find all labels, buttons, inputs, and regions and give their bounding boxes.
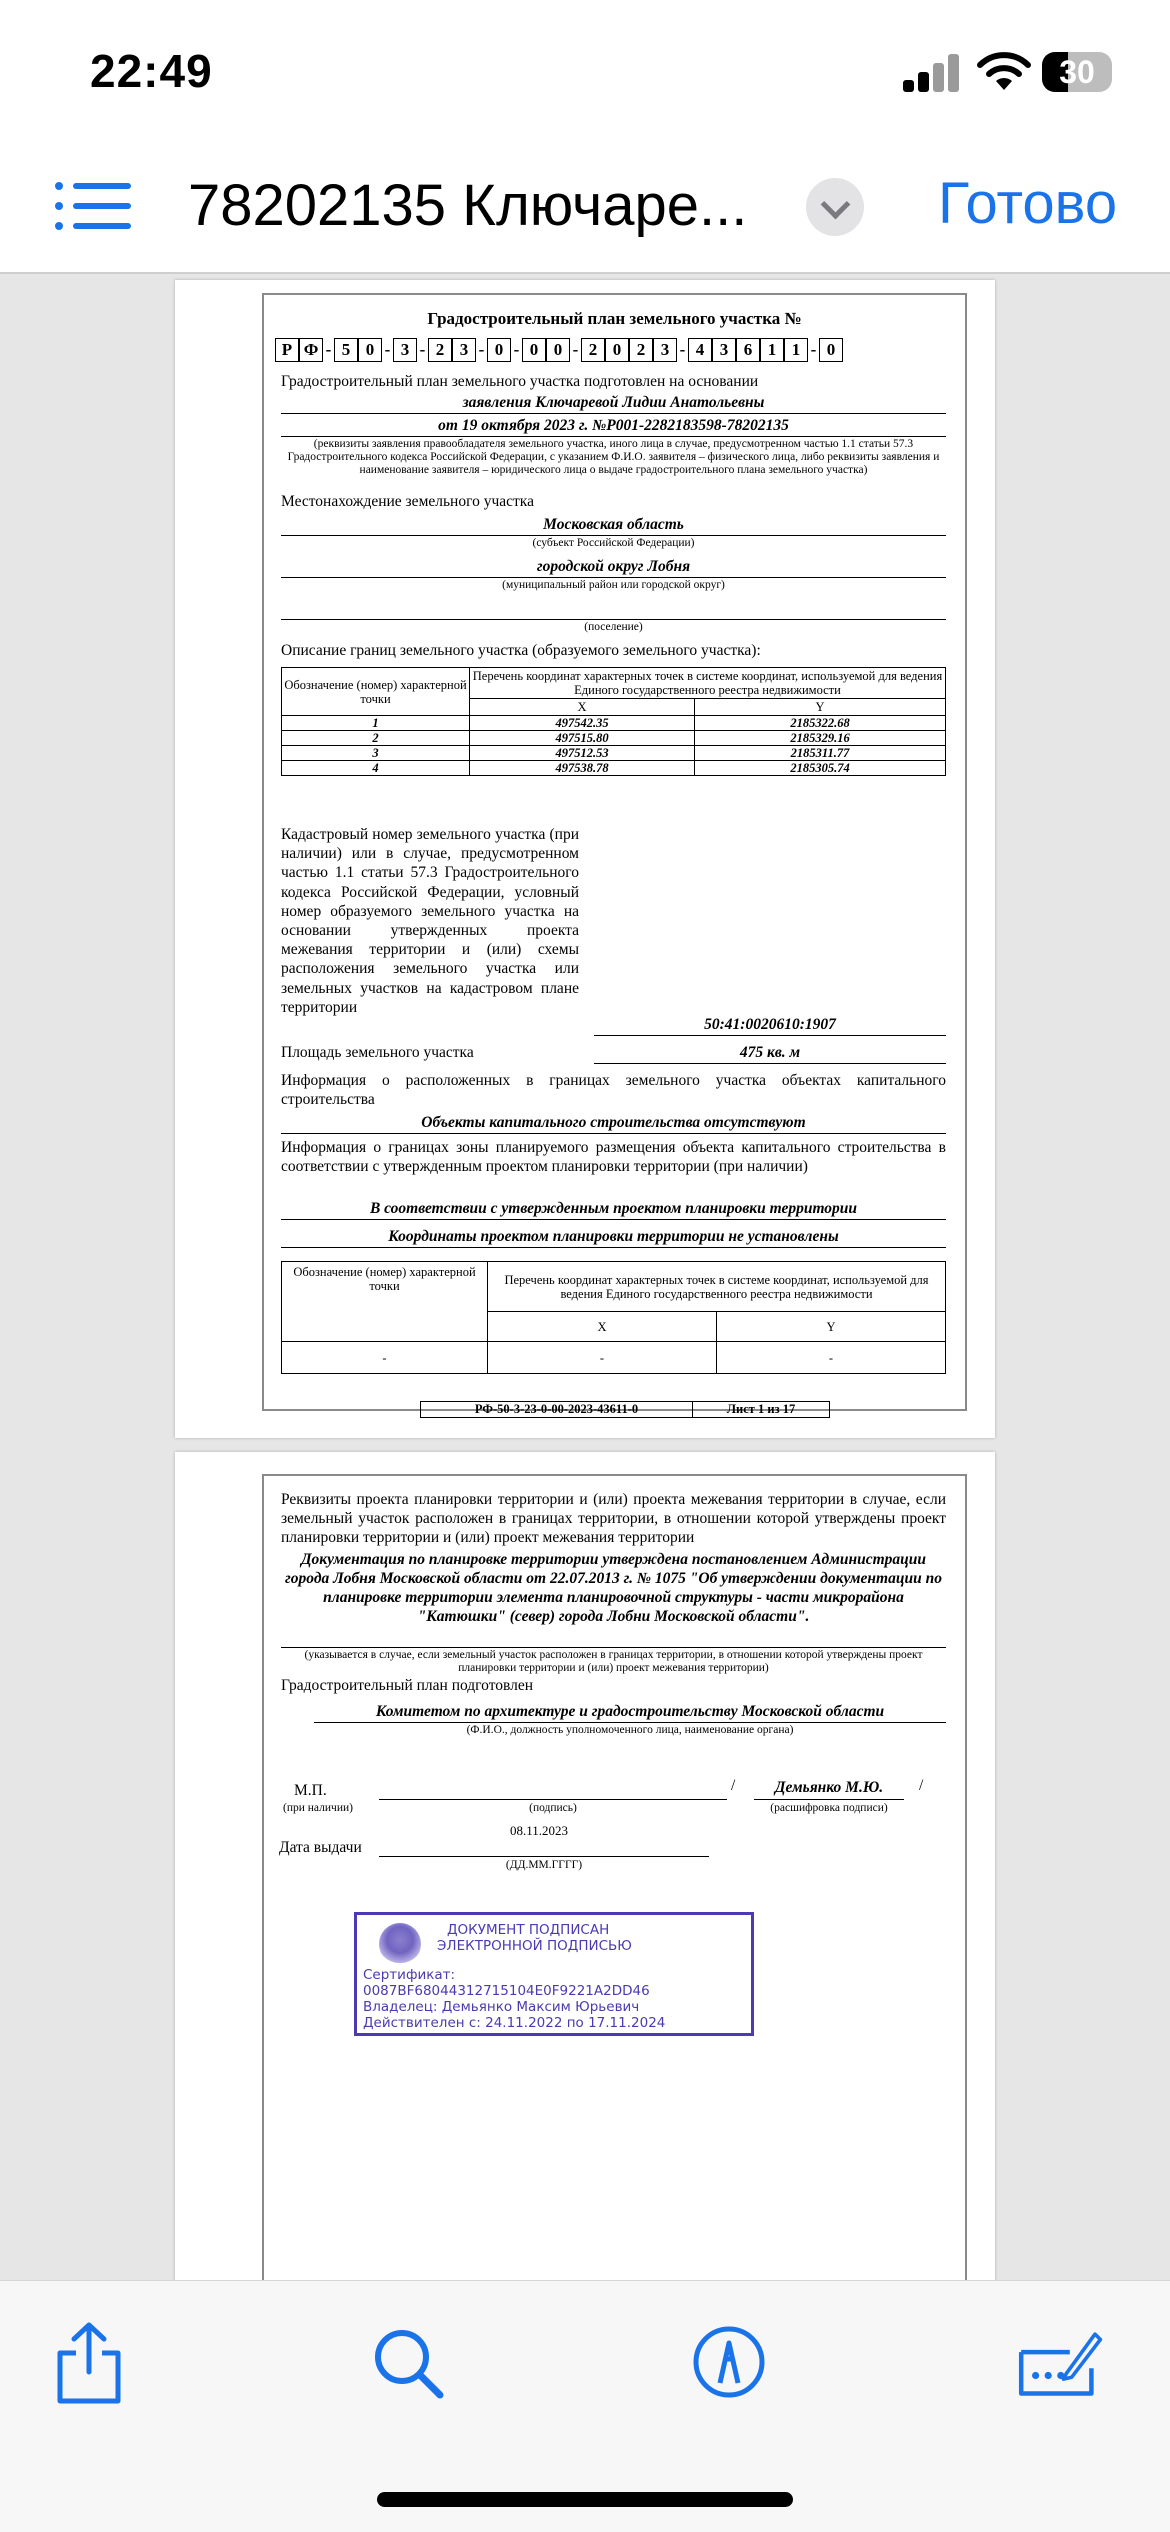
- table-cell: 1: [282, 716, 470, 731]
- area-label: Площадь земельного участка: [281, 1044, 474, 1061]
- number-separator: -: [419, 340, 426, 359]
- number-digit: 0: [605, 338, 629, 362]
- district-note: (муниципальный район или городской округ): [502, 579, 725, 591]
- underline: [379, 1856, 709, 1857]
- objects-label: Информация о расположенных в границах земельного участка объектах капитального строительства: [281, 1072, 946, 1108]
- stamp-cert-label: Сертификат:: [363, 1967, 456, 1983]
- cadastral-label: Кадастровый номер земельного участка (при наличии) или в случае, предусмотренном частью 1.1 статьи 57.3 Градостроительного кодекса Российской Федерации, условный номер образуемого земельного участка на основании утвержденных проекта межевания территории и (или) схемы расположения земельного участка или земельных участков на кадастровом плане территории: [281, 826, 579, 1016]
- region-note: (субъект Российской Федерации): [532, 537, 695, 549]
- document-page-1: [175, 280, 995, 1438]
- number-digit: 0: [522, 338, 546, 362]
- number-separator: -: [572, 340, 579, 359]
- number-digit: 2: [428, 338, 452, 362]
- plan-number: [275, 337, 843, 363]
- slash: /: [919, 1777, 924, 1794]
- planning-doc-value: Документация по планировке территории утверждена постановлением Администрации города Лобня Московской области от 22.07.2013 г. № 1075 "Об утверждении документации по планировке территории элемента планировочной структуры - части микрорайона "Катюшки" (север) города Лобни Московской области".: [285, 1551, 942, 1625]
- region-value: Московская область: [543, 516, 684, 533]
- number-digit: 0: [819, 338, 843, 362]
- table-row: [282, 716, 946, 731]
- issue-date-note: (ДД.ММ.ГГГГ): [505, 1859, 583, 1871]
- signature-line: [379, 1799, 727, 1800]
- objects-value: Объекты капитального строительства отсутствуют: [421, 1114, 806, 1131]
- number-digit: 3: [653, 338, 677, 362]
- footer-sheet: Лист 1 из 17: [726, 1402, 796, 1416]
- footer-plan-number: РФ-50-3-23-0-00-2023-43611-0: [421, 1402, 693, 1417]
- table-row: [282, 746, 946, 761]
- signer-name: Демьянко М.Ю.: [774, 1779, 884, 1796]
- application-date: от 19 октября 2023 г. №Р001-2282183598-78202135: [438, 417, 789, 434]
- page-frame: [262, 1474, 967, 2304]
- table-cell: -: [488, 1342, 717, 1374]
- number-digit: 3: [452, 338, 476, 362]
- district-value: городской округ Лобня: [536, 558, 691, 575]
- table-cell: 2185305.74: [695, 761, 946, 776]
- table-header: X: [470, 699, 695, 716]
- underline: [281, 436, 946, 437]
- committee-note: (Ф.И.О., должность уполномоченного лица, наименование органа): [466, 1724, 794, 1736]
- number-separator: -: [513, 340, 520, 359]
- planning-doc-note: (указывается в случае, если земельный участок расположен в границах территории, в отношении которой утверждены проект планировки территории и (или) проект межевания территории): [304, 1649, 923, 1674]
- underline: [754, 1799, 904, 1800]
- e-signature-stamp: [354, 1912, 754, 2036]
- area-value: 475 кв. м: [739, 1044, 801, 1061]
- bounds-table: [281, 667, 946, 776]
- search-icon[interactable]: [364, 2317, 454, 2407]
- number-digit: 4: [688, 338, 712, 362]
- coat-of-arms-icon: [379, 1923, 421, 1965]
- prepared-label: Градостроительный план подготовлен: [281, 1677, 534, 1694]
- table-header: Y: [716, 1312, 945, 1342]
- wifi-icon: [975, 50, 1033, 94]
- signer-note: (расшифровка подписи): [770, 1802, 888, 1814]
- table-cell: 497542.35: [470, 716, 695, 731]
- committee-value: Комитетом по архитектуре и градостроительству Московской области: [375, 1703, 885, 1720]
- table-row: [282, 731, 946, 746]
- stamp-validity: Действителен с: 24.11.2022 по 17.11.2024: [363, 2015, 666, 2031]
- number-separator: -: [384, 340, 391, 359]
- table-cell: 2185311.77: [695, 746, 946, 761]
- seal-note: (при наличии): [283, 1802, 353, 1814]
- number-digit: Р: [275, 338, 299, 362]
- page-frame: [262, 293, 967, 1411]
- stamp-title: ДОКУМЕНТ ПОДПИСАН: [447, 1922, 610, 1938]
- stamp-owner: Владелец: Демьянко Максим Юрьевич: [363, 1999, 640, 2015]
- sign-icon[interactable]: [1014, 2317, 1104, 2407]
- number-separator: -: [478, 340, 485, 359]
- location-label: Местонахождение земельного участка: [281, 493, 534, 510]
- underline: [281, 577, 946, 578]
- number-separator: -: [679, 340, 686, 359]
- number-separator: -: [810, 340, 817, 359]
- battery-level: 30: [1059, 53, 1095, 90]
- stamp-subtitle: ЭЛЕКТРОННОЙ ПОДПИСЬЮ: [437, 1938, 632, 1954]
- basis-note: (реквизиты заявления правообладателя земельного участка, иного лица в случае, предусмотренном частью 1.1 статьи 57.3 Градостроительного кодекса Российской Федерации, с указанием Ф.И.О. заявителя – физического лица, либо реквизиты заявления и наименование заявителя – юридического лица о выдаче градостроительного плана земельного участка): [287, 438, 940, 476]
- bounds-label: Описание границ земельного участка (образуемого земельного участка):: [281, 642, 761, 659]
- status-bar: [0, 0, 1170, 140]
- nav-bar: [0, 140, 1170, 274]
- table-header: Обозначение (номер) характерной точки: [282, 668, 470, 716]
- coords-value: Координаты проектом планировки территории не установлены: [388, 1228, 839, 1245]
- number-digit: 6: [736, 338, 760, 362]
- zone-label: Информация о границах зоны планируемого размещения объекта капитального строительства в соответствии с утвержденным проектом планировки территории (при наличии): [281, 1139, 946, 1175]
- done-button[interactable]: Готово: [938, 171, 1118, 236]
- table-cell: 497538.78: [470, 761, 695, 776]
- underline: [281, 619, 946, 620]
- zone-table: [281, 1261, 946, 1374]
- number-digit: 0: [358, 338, 382, 362]
- table-cell: 4: [282, 761, 470, 776]
- share-icon[interactable]: [44, 2317, 134, 2407]
- underline: [281, 1647, 946, 1648]
- underline: [281, 535, 946, 536]
- page-footer: [420, 1401, 830, 1418]
- cadastral-number: 50:41:0020610:1907: [704, 1016, 836, 1033]
- table-header: Y: [695, 699, 946, 716]
- zone-value: В соответствии с утвержденным проектом планировки территории: [369, 1200, 858, 1217]
- applicant-value: заявления Ключаревой Лидии Анатольевны: [462, 394, 765, 411]
- status-time: 22:49: [90, 45, 213, 97]
- table-cell: 2185329.16: [695, 731, 946, 746]
- number-digit: 2: [629, 338, 653, 362]
- number-digit: 1: [760, 338, 784, 362]
- number-digit: 0: [546, 338, 570, 362]
- issue-date-label: Дата выдачи: [279, 1839, 362, 1856]
- underline: [281, 1133, 946, 1134]
- requisites-label: Реквизиты проекта планировки территории и (или) проекта межевания территории в случае, если земельный участок расположен в границах территории, в отношении которой утверждены проект планировки территории и (или) проект межевания территории: [281, 1491, 946, 1546]
- number-digit: 1: [784, 338, 808, 362]
- table-header: Перечень координат характерных точек в системе координат, используемой для ведения Единого государственного реестра недвижимости: [470, 668, 946, 699]
- table-row: [282, 761, 946, 776]
- list-icon[interactable]: [55, 178, 131, 234]
- table-cell: 497512.53: [470, 746, 695, 761]
- home-indicator: [377, 2492, 793, 2507]
- cellular-signal-icon: [903, 54, 959, 92]
- underline: [314, 1722, 946, 1723]
- underline: [281, 413, 946, 414]
- table-cell: 2: [282, 731, 470, 746]
- stamp-cert: 0087BF68044312715104E0F9221A2DD46: [363, 1983, 650, 1999]
- table-header: X: [488, 1312, 717, 1342]
- table-cell: 2185322.68: [695, 716, 946, 731]
- number-digit: 5: [334, 338, 358, 362]
- number-digit: 0: [487, 338, 511, 362]
- table-header: Перечень координат характерных точек в системе координат, используемой для ведения Единого государственного реестра недвижимости: [488, 1262, 946, 1312]
- settlement-note: (поселение): [584, 621, 643, 633]
- number-separator: -: [325, 340, 332, 359]
- document-page-2: [175, 1452, 995, 2282]
- chevron-down-icon[interactable]: [806, 178, 864, 236]
- seal-label: М.П.: [294, 1782, 327, 1799]
- slash: /: [731, 1777, 736, 1794]
- basis-text: Градостроительный план земельного участка подготовлен на основании: [281, 373, 759, 390]
- table-header: Обозначение (номер) характерной точки: [282, 1262, 488, 1342]
- table-cell: 497515.80: [470, 731, 695, 746]
- number-digit: 2: [581, 338, 605, 362]
- table-cell: -: [282, 1342, 488, 1374]
- underline: [594, 1035, 946, 1036]
- table-cell: 3: [282, 746, 470, 761]
- table-cell: -: [716, 1342, 945, 1374]
- signature-note: (подпись): [529, 1802, 577, 1814]
- underline: [281, 1247, 946, 1248]
- battery-icon: [1042, 52, 1112, 92]
- number-digit: 3: [393, 338, 417, 362]
- number-digit: 3: [712, 338, 736, 362]
- plan-heading: Градостроительный план земельного участка №: [427, 309, 802, 328]
- underline: [281, 1219, 946, 1220]
- document-title[interactable]: 78202135 Ключаре...: [188, 173, 748, 238]
- underline: [594, 1063, 946, 1064]
- number-digit: Ф: [299, 338, 323, 362]
- issue-date-value: 08.11.2023: [509, 1823, 569, 1838]
- markup-icon[interactable]: [684, 2317, 774, 2407]
